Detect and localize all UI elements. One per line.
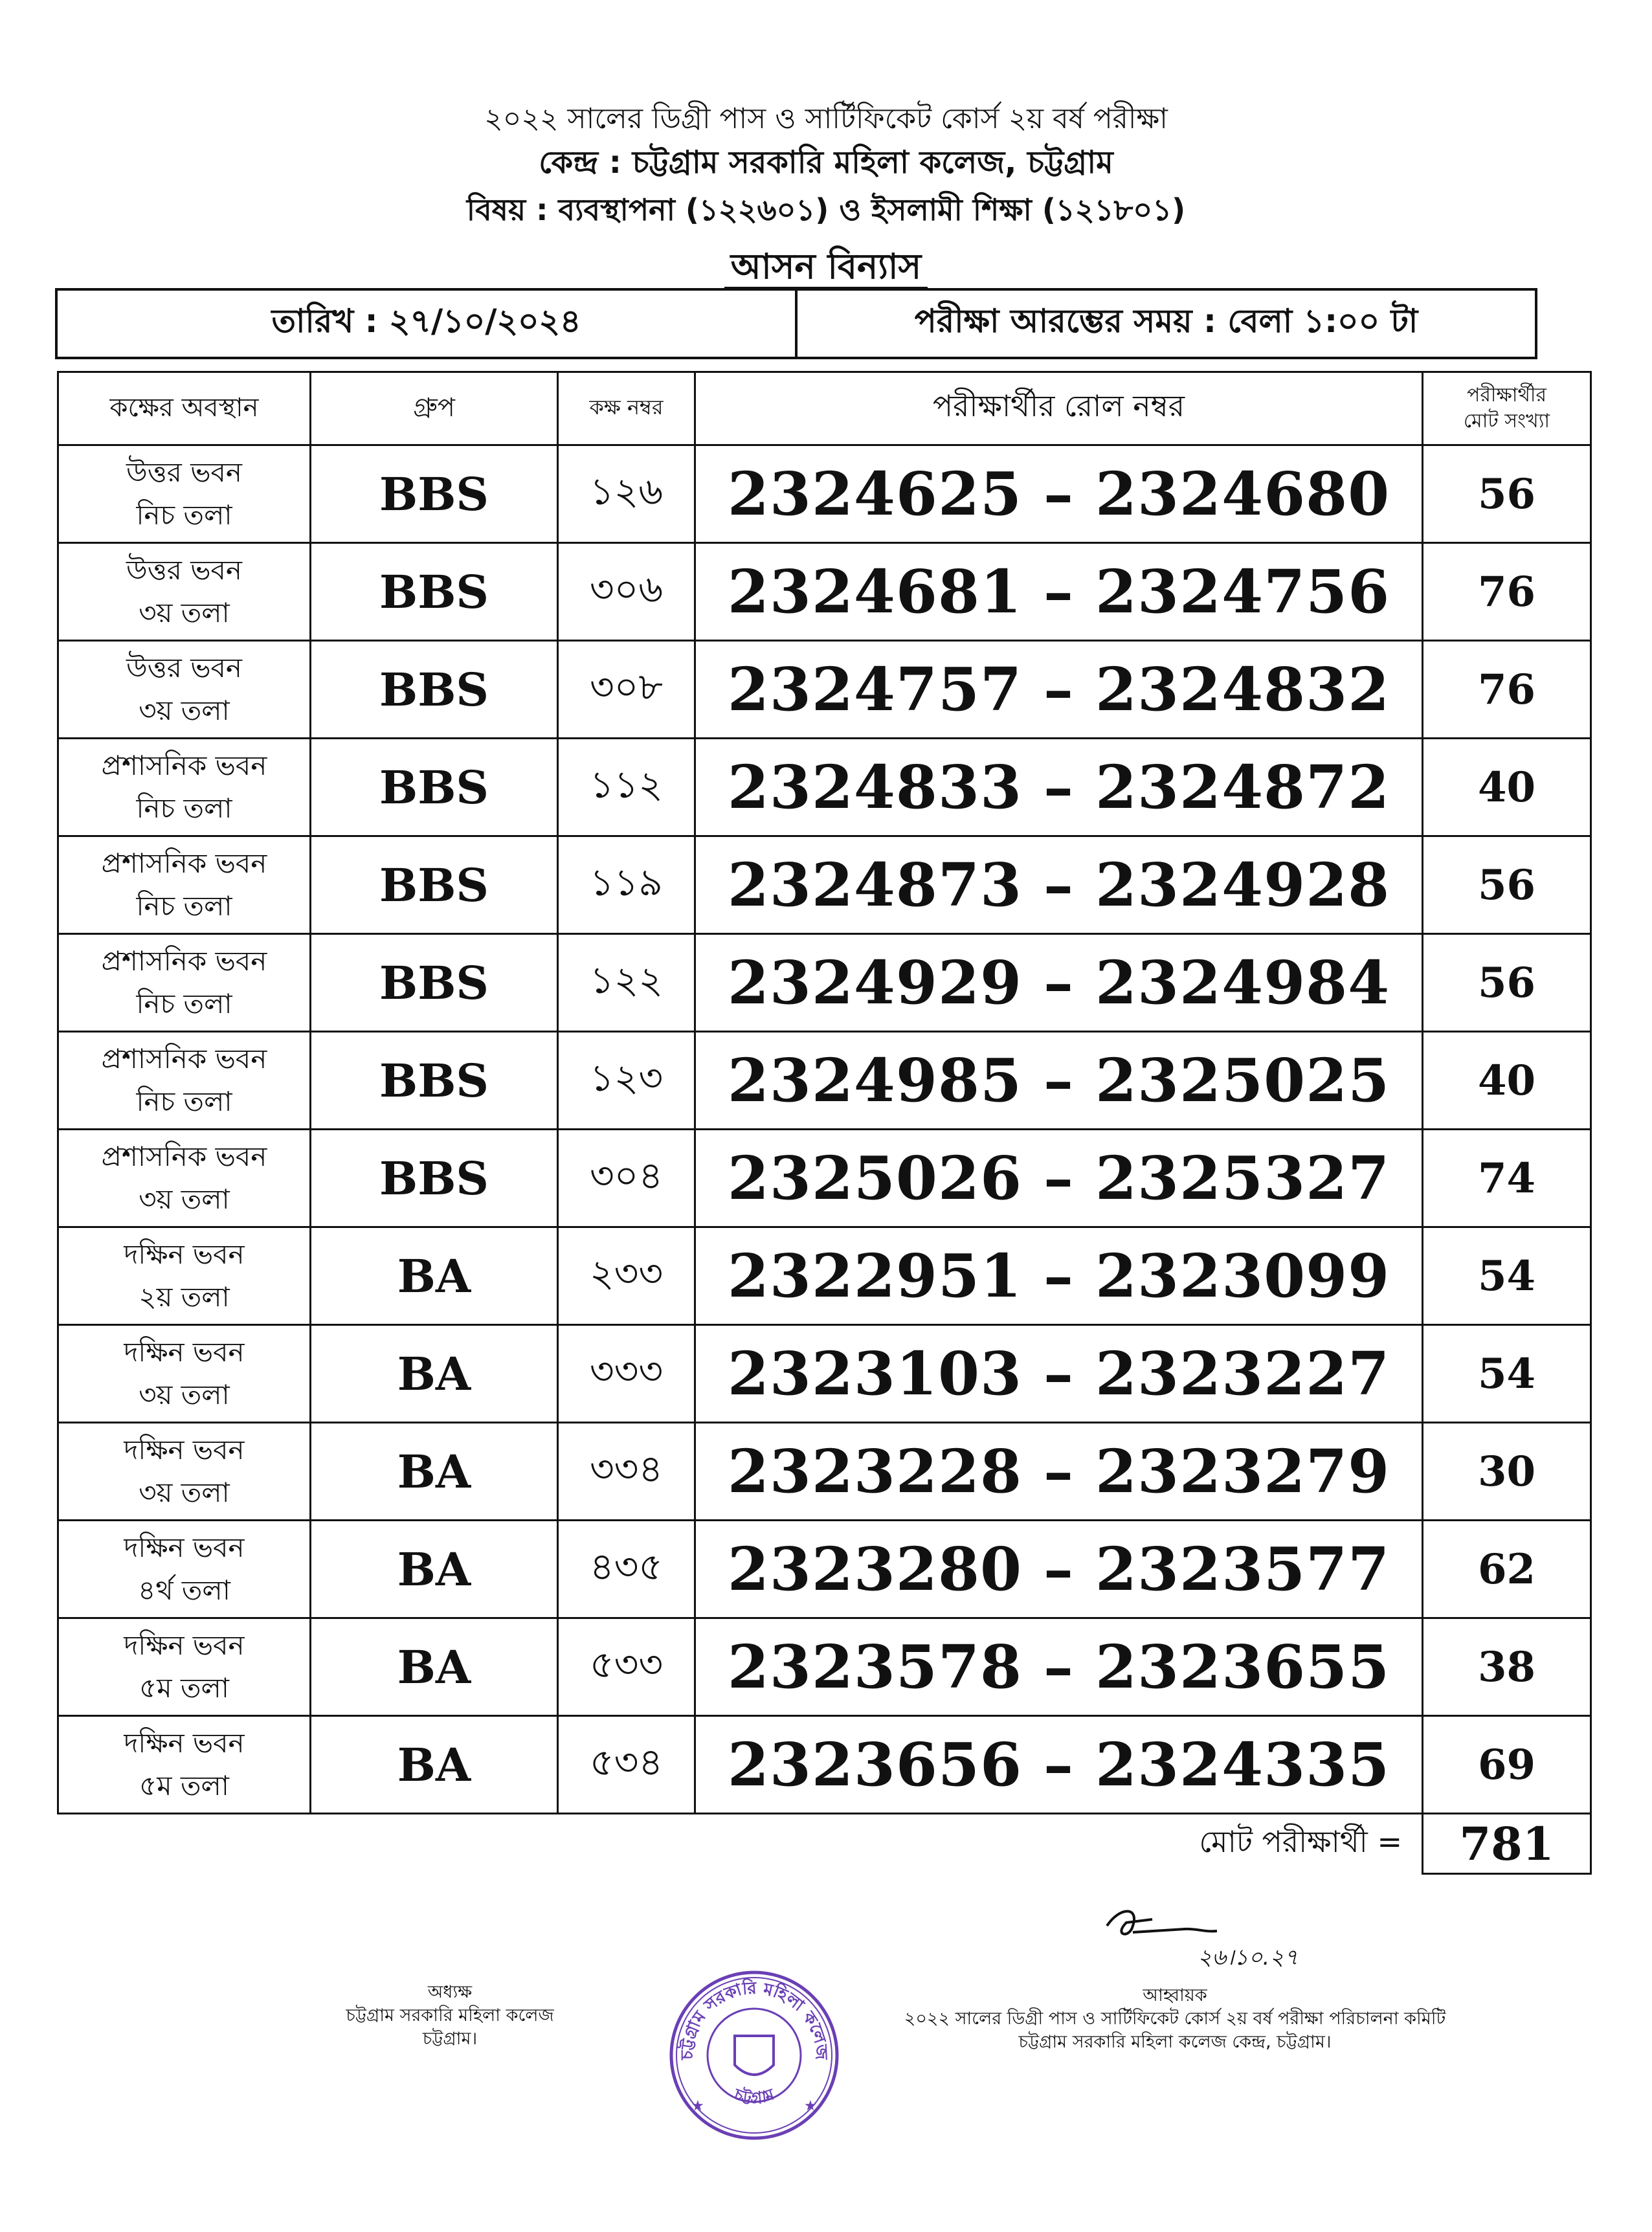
room-number-cell: ৩৩৪ bbox=[558, 1423, 695, 1521]
building-name: দক্ষিন ভবন bbox=[124, 1629, 245, 1661]
roll-range-cell: 2323280 – 2323577 bbox=[695, 1521, 1423, 1618]
building-name: প্রশাসনিক ভবন bbox=[101, 847, 267, 879]
floor-name: নিচ তলা bbox=[136, 1086, 232, 1117]
seat-plan-table bbox=[57, 371, 1592, 1875]
roll-range-cell: 2325026 – 2325327 bbox=[695, 1130, 1423, 1227]
room-location bbox=[58, 1032, 311, 1130]
room-location bbox=[58, 836, 311, 934]
room-number-cell: ৩০৪ bbox=[558, 1130, 695, 1227]
building-name: প্রশাসনিক ভবন bbox=[101, 945, 267, 977]
college-seal bbox=[667, 1968, 842, 2143]
room-number-cell: ২৩৩ bbox=[558, 1227, 695, 1325]
seal-star-icon: ★ bbox=[691, 2098, 704, 2114]
building-name: প্রশাসনিক ভবন bbox=[101, 1141, 267, 1172]
exam-title: ২০২২ সালের ডিগ্রী পাস ও সার্টিফিকেট কোর্স ২য় বর্ষ পরীক্ষা bbox=[484, 102, 1168, 135]
candidate-count-cell: 62 bbox=[1423, 1521, 1591, 1618]
table-row bbox=[58, 445, 1591, 543]
floor-name: নিচ তলা bbox=[136, 890, 232, 922]
roll-range-cell: 2322951 – 2323099 bbox=[695, 1227, 1423, 1325]
roll-range-cell: 2323228 – 2323279 bbox=[695, 1423, 1423, 1521]
date-time-box bbox=[55, 288, 1537, 359]
svg-text:চট্টগ্রাম bbox=[731, 2084, 777, 2107]
building-name: প্রশাসনিক ভবন bbox=[101, 1043, 267, 1075]
room-location bbox=[58, 543, 311, 641]
group-cell: BBS bbox=[311, 445, 558, 543]
candidate-count-cell: 74 bbox=[1423, 1130, 1591, 1227]
roll-range-cell: 2324873 – 2324928 bbox=[695, 836, 1423, 934]
room-location bbox=[58, 1227, 311, 1325]
table-row bbox=[58, 1423, 1591, 1521]
candidate-count-cell: 56 bbox=[1423, 445, 1591, 543]
seal-star-icon: ★ bbox=[804, 2098, 817, 2114]
floor-name: ৫ম তলা bbox=[139, 1770, 229, 1802]
signature-date: ২৬।১০.২৭ bbox=[1198, 1945, 1299, 1970]
roll-range-cell: 2324929 – 2324984 bbox=[695, 934, 1423, 1032]
table-row bbox=[58, 1227, 1591, 1325]
group-cell: BBS bbox=[311, 543, 558, 641]
candidate-count-cell: 54 bbox=[1423, 1227, 1591, 1325]
roll-range-cell: 2323103 – 2323227 bbox=[695, 1325, 1423, 1423]
building-name: দক্ষিন ভবন bbox=[124, 1532, 245, 1563]
candidate-count-cell: 40 bbox=[1423, 739, 1591, 836]
total-label: মোট পরীক্ষার্থী = bbox=[58, 1814, 1423, 1874]
floor-name: ৩য় তলা bbox=[139, 1379, 230, 1411]
candidate-count-cell: 40 bbox=[1423, 1032, 1591, 1130]
floor-name: ৩য় তলা bbox=[139, 1477, 230, 1508]
room-location bbox=[58, 1423, 311, 1521]
convener-center: চট্টগ্রাম সরকারি মহিলা কলেজ কেন্দ্র, চট্টগ্রাম। bbox=[1018, 2032, 1332, 2052]
room-number-cell: ১২৬ bbox=[558, 445, 695, 543]
room-location bbox=[58, 1325, 311, 1423]
roll-range-cell: 2324681 – 2324756 bbox=[695, 543, 1423, 641]
group-cell: BA bbox=[311, 1618, 558, 1716]
center-name: কেন্দ্র : চট্টগ্রাম সরকারি মহিলা কলেজ, চট্টগ্রাম bbox=[539, 144, 1113, 181]
group-cell: BA bbox=[311, 1423, 558, 1521]
room-location bbox=[58, 445, 311, 543]
group-cell: BA bbox=[311, 1521, 558, 1618]
building-name: উত্তর ভবন bbox=[126, 652, 242, 684]
subject-line: বিষয় : ব্যবস্থাপনা (১২২৬০১) ও ইসলামী শিক্ষা (১২১৮০১) bbox=[466, 192, 1186, 227]
seal-bottom-text: চট্টগ্রাম bbox=[731, 2085, 777, 2108]
header-count-line1: পরীক্ষার্থীর bbox=[1467, 384, 1546, 407]
exam-date: তারিখ : ২৭/১০/২০২৪ bbox=[271, 302, 581, 340]
floor-name: নিচ তলা bbox=[136, 988, 232, 1020]
room-number-cell: ১১৯ bbox=[558, 836, 695, 934]
room-number-cell: ৩০৮ bbox=[558, 641, 695, 739]
roll-range-cell: 2324757 – 2324832 bbox=[695, 641, 1423, 739]
group-cell: BA bbox=[311, 1325, 558, 1423]
building-name: উত্তর ভবন bbox=[126, 456, 242, 488]
room-location bbox=[58, 739, 311, 836]
building-name: দক্ষিন ভবন bbox=[124, 1434, 245, 1466]
candidate-count-cell: 76 bbox=[1423, 641, 1591, 739]
roll-range-cell: 2324833 – 2324872 bbox=[695, 739, 1423, 836]
group-cell: BBS bbox=[311, 836, 558, 934]
principal-college: চট্টগ্রাম সরকারি মহিলা কলেজ bbox=[346, 2005, 554, 2026]
room-number-cell: ৫৩৩ bbox=[558, 1618, 695, 1716]
table-body bbox=[58, 445, 1591, 1814]
building-name: উত্তর ভবন bbox=[126, 554, 242, 586]
building-name: দক্ষিন ভবন bbox=[124, 1238, 245, 1270]
candidate-count-cell: 56 bbox=[1423, 934, 1591, 1032]
floor-name: নিচ তলা bbox=[136, 792, 232, 824]
group-cell: BA bbox=[311, 1716, 558, 1814]
room-number-cell: ৫৩৪ bbox=[558, 1716, 695, 1814]
group-cell: BBS bbox=[311, 1032, 558, 1130]
seal-top-text: চট্টগ্রাম সরকারি মহিলা কলেজ bbox=[677, 1978, 831, 2060]
principal-title: অধ্যক্ষ bbox=[427, 1982, 473, 2002]
svg-text:চট্টগ্রাম সরকারি মহিলা কলেজ bbox=[676, 1977, 831, 2061]
room-location bbox=[58, 1130, 311, 1227]
roll-range-cell: 2324985 – 2325025 bbox=[695, 1032, 1423, 1130]
seal-emblem-icon bbox=[735, 2036, 774, 2075]
room-location bbox=[58, 1716, 311, 1814]
table-row bbox=[58, 1325, 1591, 1423]
total-value: 781 bbox=[1423, 1814, 1591, 1874]
group-cell: BBS bbox=[311, 934, 558, 1032]
convener-committee: ২০২২ সালের ডিগ্রী পাস ও সার্টিফিকেট কোর্স ২য় বর্ষ পরীক্ষা পরিচালনা কমিটি bbox=[904, 2009, 1446, 2029]
room-number-cell: ৪৩৫ bbox=[558, 1521, 695, 1618]
group-cell: BA bbox=[311, 1227, 558, 1325]
header-group: গ্রুপ bbox=[311, 372, 558, 445]
table-row bbox=[58, 641, 1591, 739]
room-location bbox=[58, 1521, 311, 1618]
exam-start-time: পরীক্ষা আরম্ভের সময় : বেলা ১:০০ টা bbox=[795, 291, 1535, 357]
candidate-count-cell: 38 bbox=[1423, 1618, 1591, 1716]
table-row bbox=[58, 1032, 1591, 1130]
room-number-cell: ১১২ bbox=[558, 739, 695, 836]
roll-range-cell: 2324625 – 2324680 bbox=[695, 445, 1423, 543]
total-row bbox=[58, 1814, 1591, 1874]
candidate-count-cell: 76 bbox=[1423, 543, 1591, 641]
table-row bbox=[58, 1521, 1591, 1618]
candidate-count-cell: 56 bbox=[1423, 836, 1591, 934]
candidate-count-cell: 54 bbox=[1423, 1325, 1591, 1423]
table-row bbox=[58, 836, 1591, 934]
convener-signature bbox=[1094, 1900, 1366, 1971]
room-location bbox=[58, 934, 311, 1032]
header-location: কক্ষের অবস্থান bbox=[58, 372, 311, 445]
roll-range-cell: 2323656 – 2324335 bbox=[695, 1716, 1423, 1814]
floor-name: ২য় তলা bbox=[139, 1281, 230, 1313]
floor-name: ৩য় তলা bbox=[139, 1183, 230, 1215]
group-cell: BBS bbox=[311, 1130, 558, 1227]
table-row bbox=[58, 934, 1591, 1032]
floor-name: নিচ তলা bbox=[136, 499, 232, 531]
principal-city: চট্টগ্রাম। bbox=[422, 2029, 478, 2049]
building-name: দক্ষিন ভবন bbox=[124, 1727, 245, 1759]
table-row bbox=[58, 1130, 1591, 1227]
header-roll: পরীক্ষার্থীর রোল নম্বর bbox=[695, 372, 1423, 445]
table-header-row bbox=[58, 372, 1591, 445]
table-row bbox=[58, 739, 1591, 836]
room-location bbox=[58, 641, 311, 739]
floor-name: ৫ম তলা bbox=[139, 1672, 229, 1704]
document-title-text: আসন বিন্যাস bbox=[724, 246, 928, 289]
header-count-line2: মোট সংখ্যা bbox=[1463, 410, 1550, 432]
floor-name: ৪র্থ তলা bbox=[138, 1574, 230, 1606]
floor-name: ৩য় তলা bbox=[139, 597, 230, 629]
convener-signature-block bbox=[867, 1984, 1482, 2054]
candidate-count-cell: 30 bbox=[1423, 1423, 1591, 1521]
header-count bbox=[1423, 372, 1591, 445]
room-number-cell: ১২৩ bbox=[558, 1032, 695, 1130]
room-location bbox=[58, 1618, 311, 1716]
table-row bbox=[58, 543, 1591, 641]
header-room: কক্ষ নম্বর bbox=[558, 372, 695, 445]
building-name: প্রশাসনিক ভবন bbox=[101, 750, 267, 781]
candidate-count-cell: 69 bbox=[1423, 1716, 1591, 1814]
table-row bbox=[58, 1618, 1591, 1716]
building-name: দক্ষিন ভবন bbox=[124, 1336, 245, 1368]
room-number-cell: ৩০৬ bbox=[558, 543, 695, 641]
group-cell: BBS bbox=[311, 739, 558, 836]
room-number-cell: ৩৩৩ bbox=[558, 1325, 695, 1423]
floor-name: ৩য় তলা bbox=[139, 695, 230, 726]
group-cell: BBS bbox=[311, 641, 558, 739]
convener-title: আহ্বায়ক bbox=[1143, 1985, 1207, 2005]
principal-signature-block bbox=[304, 1981, 596, 2051]
room-number-cell: ১২২ bbox=[558, 934, 695, 1032]
table-row bbox=[58, 1716, 1591, 1814]
roll-range-cell: 2323578 – 2323655 bbox=[695, 1618, 1423, 1716]
